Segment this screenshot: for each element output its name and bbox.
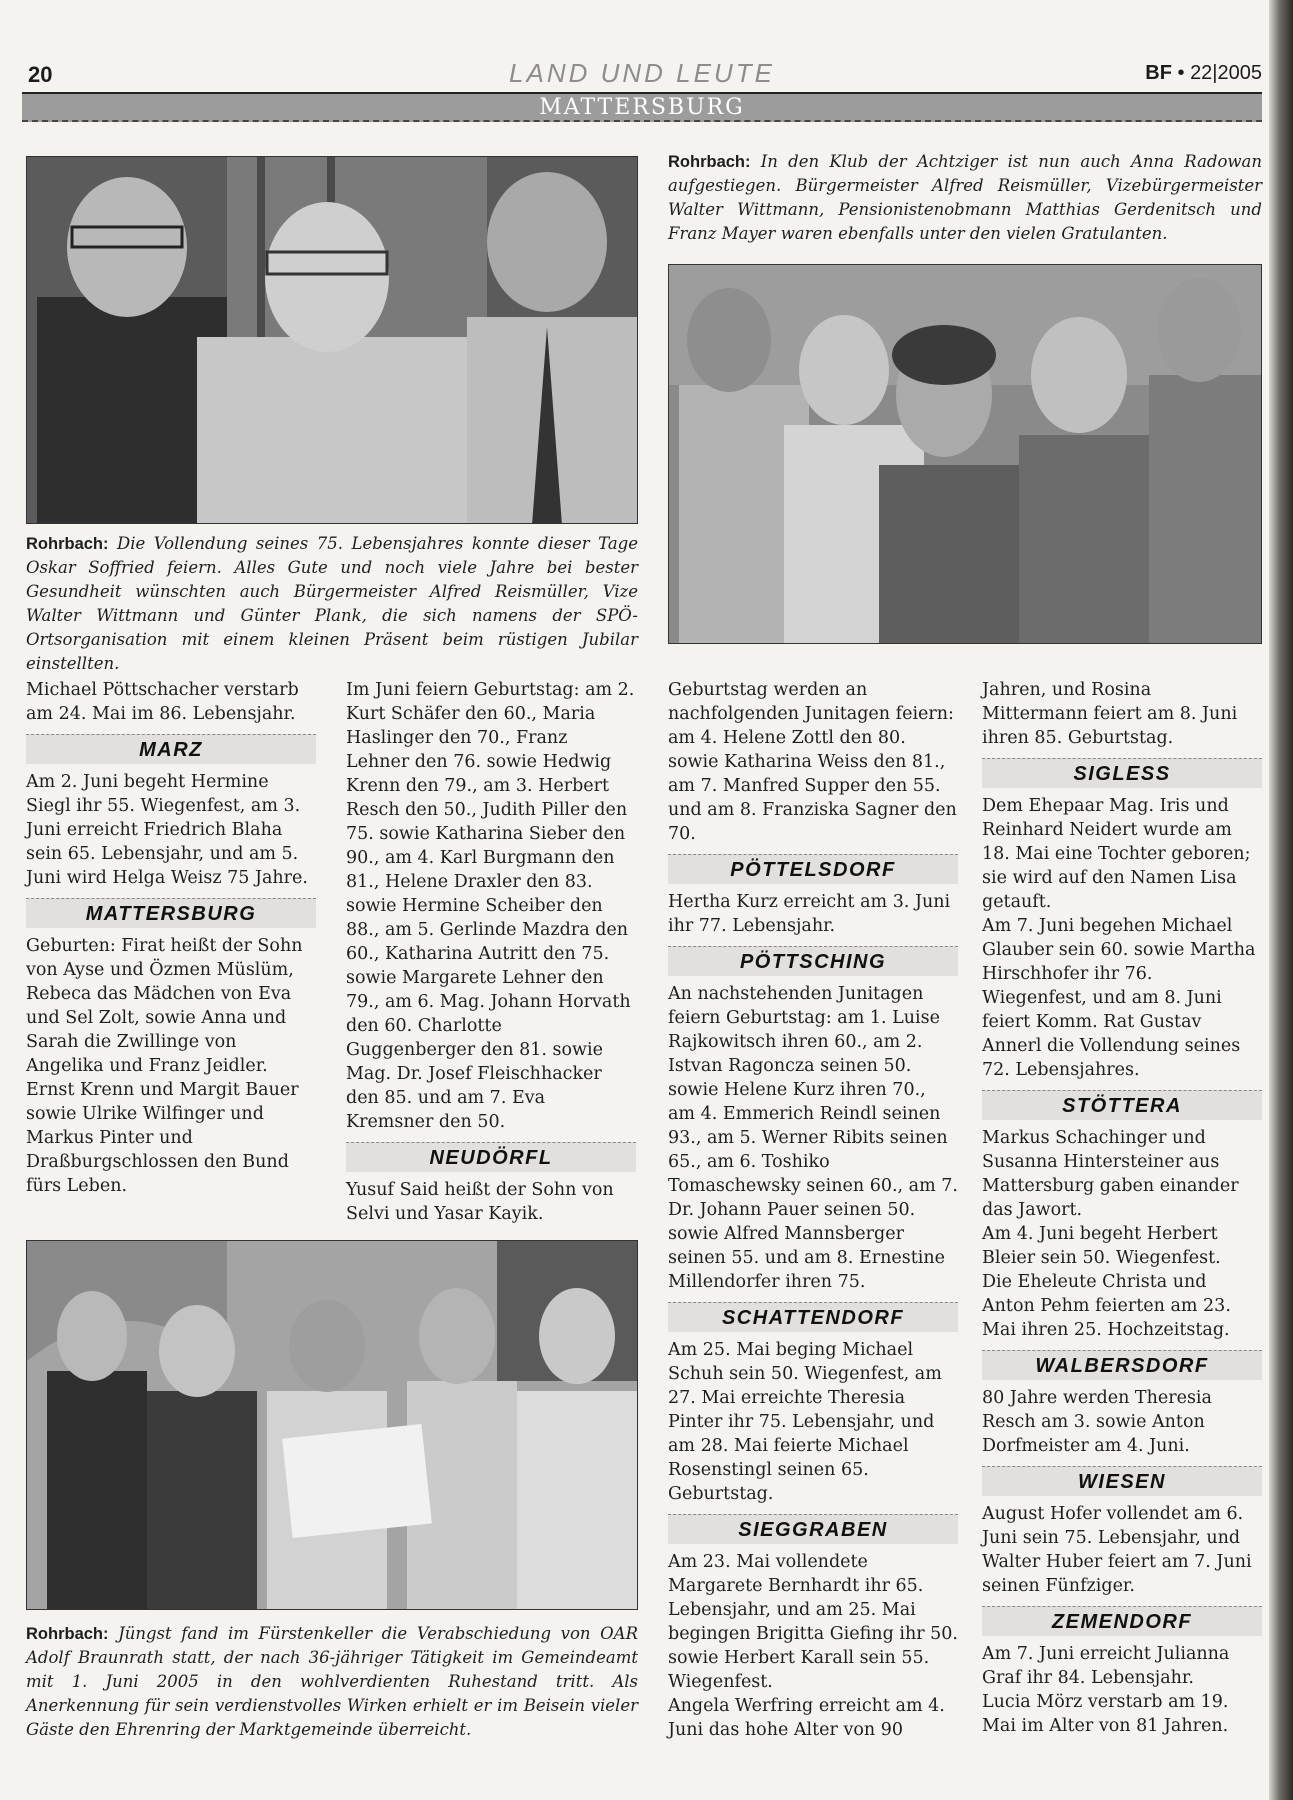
column-2 (346, 678, 636, 1226)
heading-stottera: STÖTTERA (982, 1090, 1262, 1120)
column-3 (668, 678, 958, 1742)
heading-wiesen: WIESEN (982, 1466, 1262, 1496)
region-title: MATTERSBURG (539, 95, 745, 120)
stottera-text-2: Am 4. Juni begeht Herbert Bleier sein 50. Wiegenfest. (982, 1224, 1221, 1268)
issue-number: 22|2005 (1190, 62, 1262, 84)
heading-walbersdorf: WALBERSDORF (982, 1350, 1262, 1380)
group-photo-five-people (669, 265, 1262, 644)
col1-intro: Michael Pöttschacher verstarb am 24. Mai im 86. Lebensjahr. (26, 680, 299, 724)
photo-braunrath (26, 1240, 638, 1610)
col4-intro: Jahren, und Rosina Mittermann feiert am 8. Juni ihren 85. Geburtstag. (982, 680, 1238, 748)
stottera-text-1: Markus Schachinger und Susanna Hintersteiner aus Mattersburg gaben einander das Jawort. (982, 1128, 1239, 1220)
page-number: 20 (28, 62, 53, 87)
heading-pottsching: PÖTTSCHING (668, 946, 958, 976)
caption-1-text: Die Vollendung seines 75. Lebensjahres konnte dieser Tage Oskar Soffried feiern. Alles Gute und noch viele Jahre bei bester Gesundheit wünschten auch Bürgermeister Alfred Reismüller, Vize Walter Wittmann und Günter Plank, die sich namens der SPÖ-Ortsorganisation mit einem kleinen Präsent beim rüstigen Jubilar einstellten. (26, 534, 638, 673)
walbersdorf-text: 80 Jahre werden Theresia Resch am 3. sowie Anton Dorfmeister am 4. Juni. (982, 1388, 1212, 1456)
sigless-text-1: Dem Ehepaar Mag. Iris und Reinhard Neidert wurde am 18. Mai eine Tochter geboren; sie wird auf den Namen Lisa getauft. (982, 796, 1251, 912)
column-1 (26, 678, 316, 1198)
wiesen-text: August Hofer vollendet am 6. Juni sein 75. Lebensjahr, und Walter Huber feiert am 7. Juni seinen Fünfziger. (982, 1504, 1252, 1596)
newspaper-page (22, 0, 1262, 1800)
section-title: LAND UND LEUTE (509, 58, 775, 88)
pottsching-text: An nachstehenden Junitagen feiern Geburtstag: am 1. Luise Rajkowitsch ihren 60., am 2. Istvan Ragoncza seinen 50. sowie Helene Kurz ihren 70., am 4. Emmerich Reindl seinen 93., am 5. Werner Ribits seinen 65., am 6. Toshiko Tomaschewsky seinen 60., am 7. Dr. Johann Pauer seinen 50. sowie Alfred Mannsberger seinen 55. und am 8. Ernestine Millendorfer ihren 75. (668, 984, 958, 1292)
mattersburg-text-2: Ernst Krenn und Margit Bauer sowie Ulrike Wilfinger und Markus Pinter und Draßburgschlossen den Bund fürs Leben. (26, 1080, 299, 1196)
region-band (22, 94, 1262, 122)
caption-1-place: Rohrbach: (26, 535, 109, 553)
heading-schattendorf: SCHATTENDORF (668, 1302, 958, 1332)
heading-zemendorf: ZEMENDORF (982, 1606, 1262, 1636)
zemendorf-text-1: Am 7. Juni erreicht Julianna Graf ihr 84. Lebensjahr. (982, 1644, 1230, 1688)
caption-2-text: In den Klub der Achtziger ist nun auch Anna Radowan aufgestiegen. Bürgermeister Alfred Reismüller, Vizebürgermeister Walter Wittmann, Pensionistenobmann Matthias Gerdenitsch und Franz Mayer waren ebenfalls unter den vielen Gratulanten. (668, 152, 1262, 243)
heading-sieggraben: SIEGGRABEN (668, 1514, 958, 1544)
marz-text: Am 2. Juni begeht Hermine Siegl ihr 55. Wiegenfest, am 3. Juni erreicht Friedrich Blaha sein 65. Lebensjahr, und am 5. Juni wird Helga Weisz 75 Jahre. (26, 772, 308, 888)
caption-photo-3 (26, 1622, 638, 1742)
heading-marz: MARZ (26, 734, 316, 764)
caption-2-place: Rohrbach: (668, 153, 751, 171)
col2-intro: Im Juni feiern Geburtstag: am 2. Kurt Schäfer den 60., Maria Haslinger den 70., Franz Lehner den 76. sowie Hedwig Krenn den 79., am 3. Herbert Resch den 50., Judith Piller den 75. sowie Katharina Sieber den 90., am 4. Karl Burgmann den 81., Helene Draxler den 83. sowie Hermine Scheiber den 88., am 5. Gerlinde Mazdra den 60., Katharina Autritt den 75. sowie Margarete Lehner den 79., am 6. Mag. Johann Horvath den 60. Charlotte Guggenberger den 81. sowie Mag. Dr. Josef Fleischhacker den 85. und am 7. Eva Kremsner den 50. (346, 680, 635, 1132)
caption-photo-1 (26, 532, 638, 676)
caption-3-place: Rohrbach: (26, 1625, 109, 1643)
mattersburg-text-1: Geburten: Firat heißt der Sohn von Ayse und Özmen Müslüm, Rebeca das Mädchen von Eva und Sel Zolt, sowie Anna und Sarah die Zwillinge von Angelika und Franz Jeidler. (26, 936, 303, 1076)
photo-radowan (668, 264, 1262, 644)
sieggraben-text-1: Am 23. Mai vollendete Margarete Bernhardt ihr 65. Lebensjahr, und am 25. Mai begingen Brigitta Giefing ihr 50. sowie Herbert Karall sein 55. Wiegenfest. (668, 1552, 958, 1692)
col3-intro: Geburtstag werden an nachfolgenden Junitagen feiern: am 4. Helene Zottl den 80. sowie Katharina Weiss den 81., am 7. Manfred Supper den 55. und am 8. Franziska Sagner den 70. (668, 680, 957, 844)
pottelsdorf-text: Hertha Kurz erreicht am 3. Juni ihr 77. Lebensjahr. (668, 892, 951, 936)
sieggraben-text-2: Angela Werfring erreicht am 4. Juni das hohe Alter von 90 (668, 1696, 945, 1740)
photo-soffried (26, 156, 638, 524)
caption-photo-2 (668, 150, 1262, 246)
issue-info (1145, 62, 1262, 85)
schattendorf-text: Am 25. Mai beging Michael Schuh sein 50. Wiegenfest, am 27. Mai erreichte Theresia Pinter ihr 75. Lebensjahr, und am 28. Mai feierte Michael Rosenstingl seinen 65. Geburtstag. (668, 1340, 942, 1504)
zemendorf-text-2: Lucia Mörz verstarb am 19. Mai im Alter von 81 Jahren. (982, 1692, 1229, 1736)
heading-sigless: SIGLESS (982, 758, 1262, 788)
heading-neudorfl: NEUDÖRFL (346, 1142, 636, 1172)
column-4 (982, 678, 1262, 1738)
page-binding-shadow (1269, 0, 1293, 1800)
sigless-text-2: Am 7. Juni begehen Michael Glauber sein 60. sowie Martha Hirschhofer ihr 76. Wiegenfest, und am 8. Juni feiert Komm. Rat Gustav Annerl die Vollendung seines 72. Lebensjahres. (982, 916, 1256, 1080)
heading-pottelsdorf: PÖTTELSDORF (668, 854, 958, 884)
issue-bullet: • (1177, 62, 1185, 84)
group-photo-three-men (27, 157, 638, 524)
paper-short-name: BF (1145, 62, 1172, 84)
stottera-text-3: Die Eheleute Christa und Anton Pehm feierten am 23. Mai ihren 25. Hochzeitstag. (982, 1272, 1231, 1340)
neudorfl-text: Yusuf Said heißt der Sohn von Selvi und Yasar Kayik. (346, 1180, 614, 1224)
heading-mattersburg: MATTERSBURG (26, 898, 316, 928)
group-photo-ceremony (27, 1241, 638, 1610)
caption-3-text: Jüngst fand im Fürstenkeller die Verabschiedung von OAR Adolf Braunrath statt, der nach 36-jähriger Tätigkeit im Gemeindeamt mit 1. Juni 2005 in den wohlverdienten Ruhestand tritt. Als Anerkennung für sein verdienstvolles Wirken erhielt er im Beisein vieler Gäste den Ehrenring der Marktgemeinde überreicht. (26, 1624, 639, 1739)
